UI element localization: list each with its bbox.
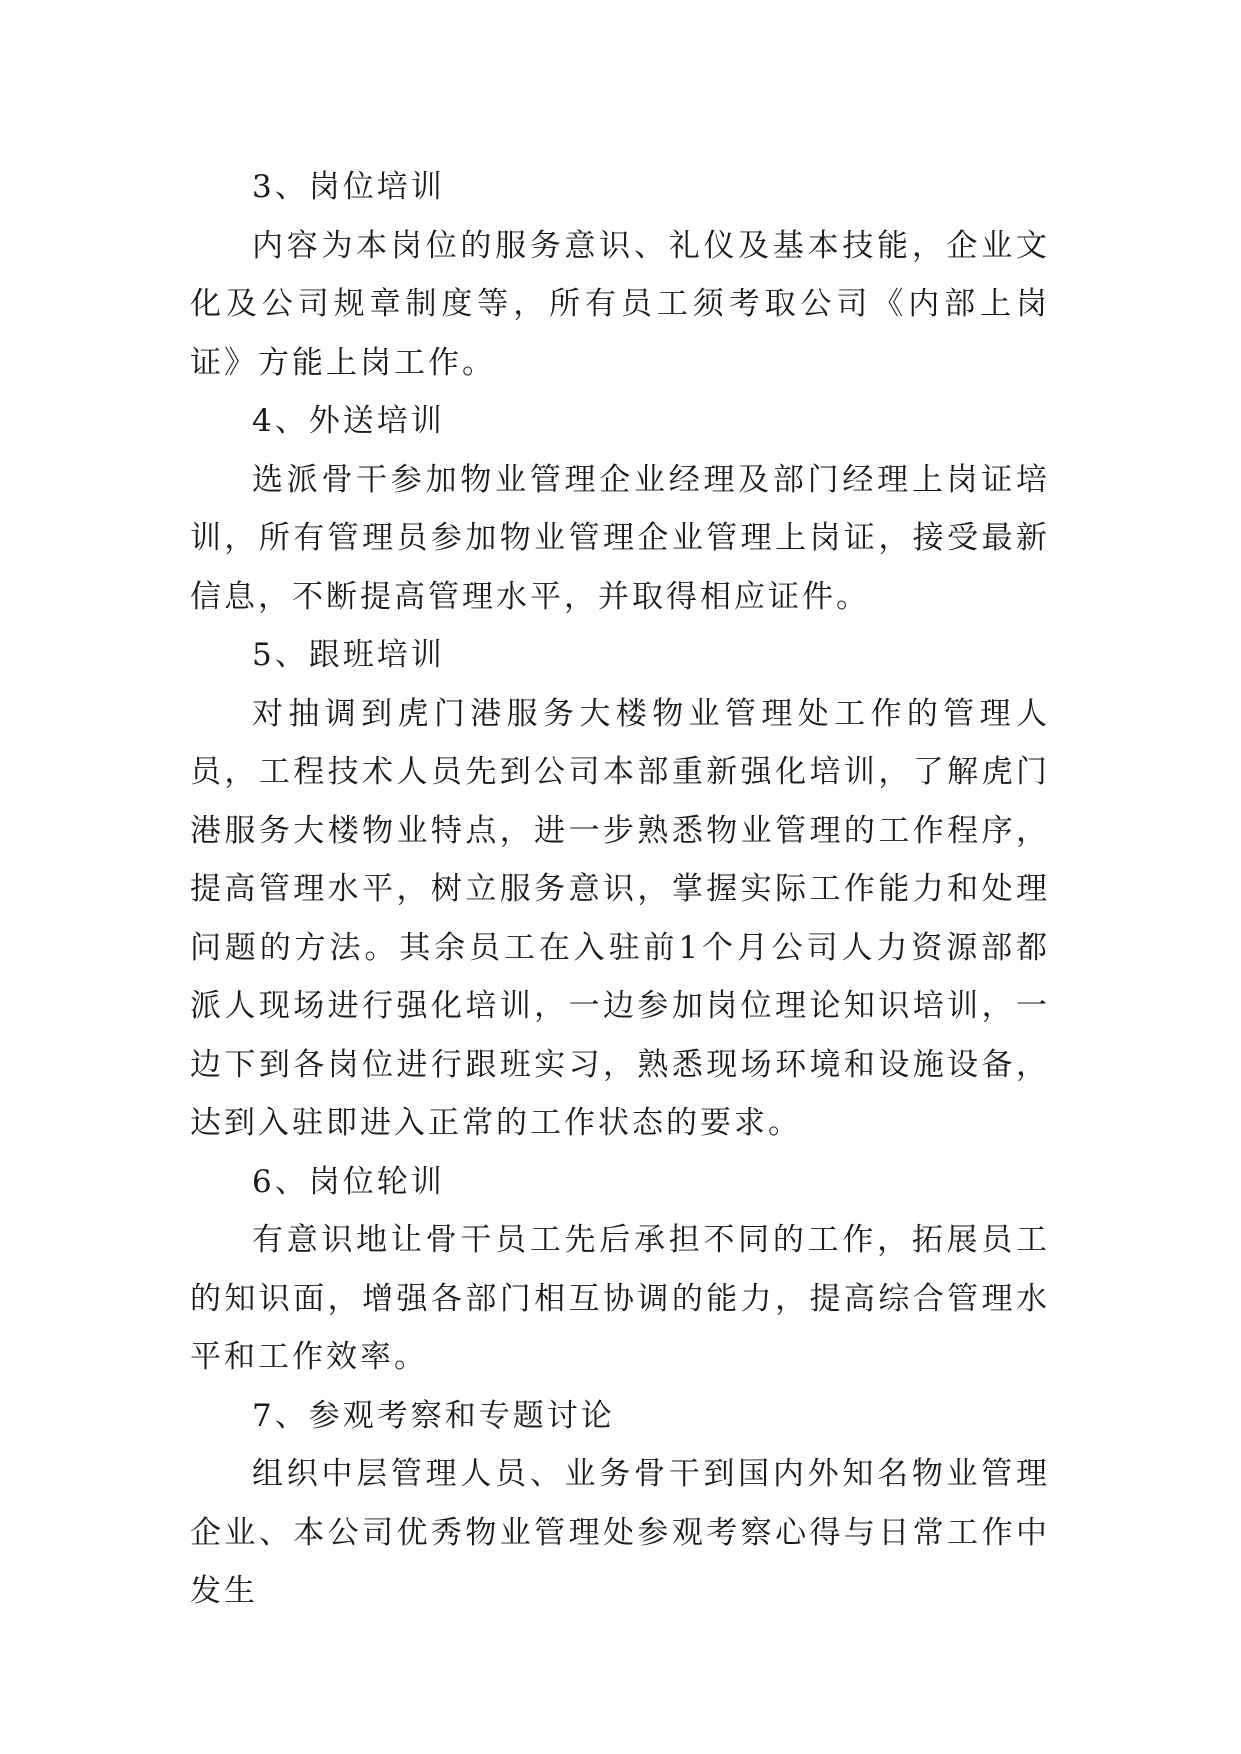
section-paragraph-7: 组织中层管理人员、业务骨干到国内外知名物业管理企业、本公司优秀物业管理处参观考察心得与日常工作中发生 — [190, 1456, 1050, 1609]
section-paragraph-5: 对抽调到虎门港服务大楼物业管理处工作的管理人员，工程技术人员先到公司本部重新强化培训，了解虎门港服务大楼物业特点，进一步熟悉物业管理的工作程序，提高管理水平，树立服务意识，掌握实际工作能力和处理问题的方法。其余员工在入驻前1个月公司人力资源部都派人现场进行强化培训，一边参加岗位理论知识培训，一边下到各岗位进行跟班实习，熟悉现场环境和设施设备，达到入驻即进入正常的工作状态的要求。 — [190, 695, 1050, 1141]
section-heading-6: 6、岗位轮训 — [252, 1163, 445, 1200]
section-heading-4: 4、外送培训 — [252, 403, 445, 439]
section-paragraph-4: 选派骨干参加物业管理企业经理及部门经理上岗证培训，所有管理员参加物业管理企业管理上岗证，接受最新信息，不断提高管理水平，并取得相应证件。 — [190, 461, 1050, 615]
document-body — [190, 158, 1050, 1621]
section-heading-7: 7、参观考察和专题讨论 — [252, 1397, 615, 1434]
section-heading-3: 3、岗位培训 — [252, 169, 445, 205]
section-paragraph-3: 内容为本岗位的服务意识、礼仪及基本技能，企业文化及公司规章制度等，所有员工须考取公司《内部上岗证》方能上岗工作。 — [190, 227, 1050, 381]
section-paragraph-6: 有意识地让骨干员工先后承担不同的工作，拓展员工的知识面，增强各部门相互协调的能力，提高综合管理水平和工作效率。 — [190, 1222, 1050, 1375]
section-heading-5: 5、跟班培训 — [252, 637, 445, 673]
